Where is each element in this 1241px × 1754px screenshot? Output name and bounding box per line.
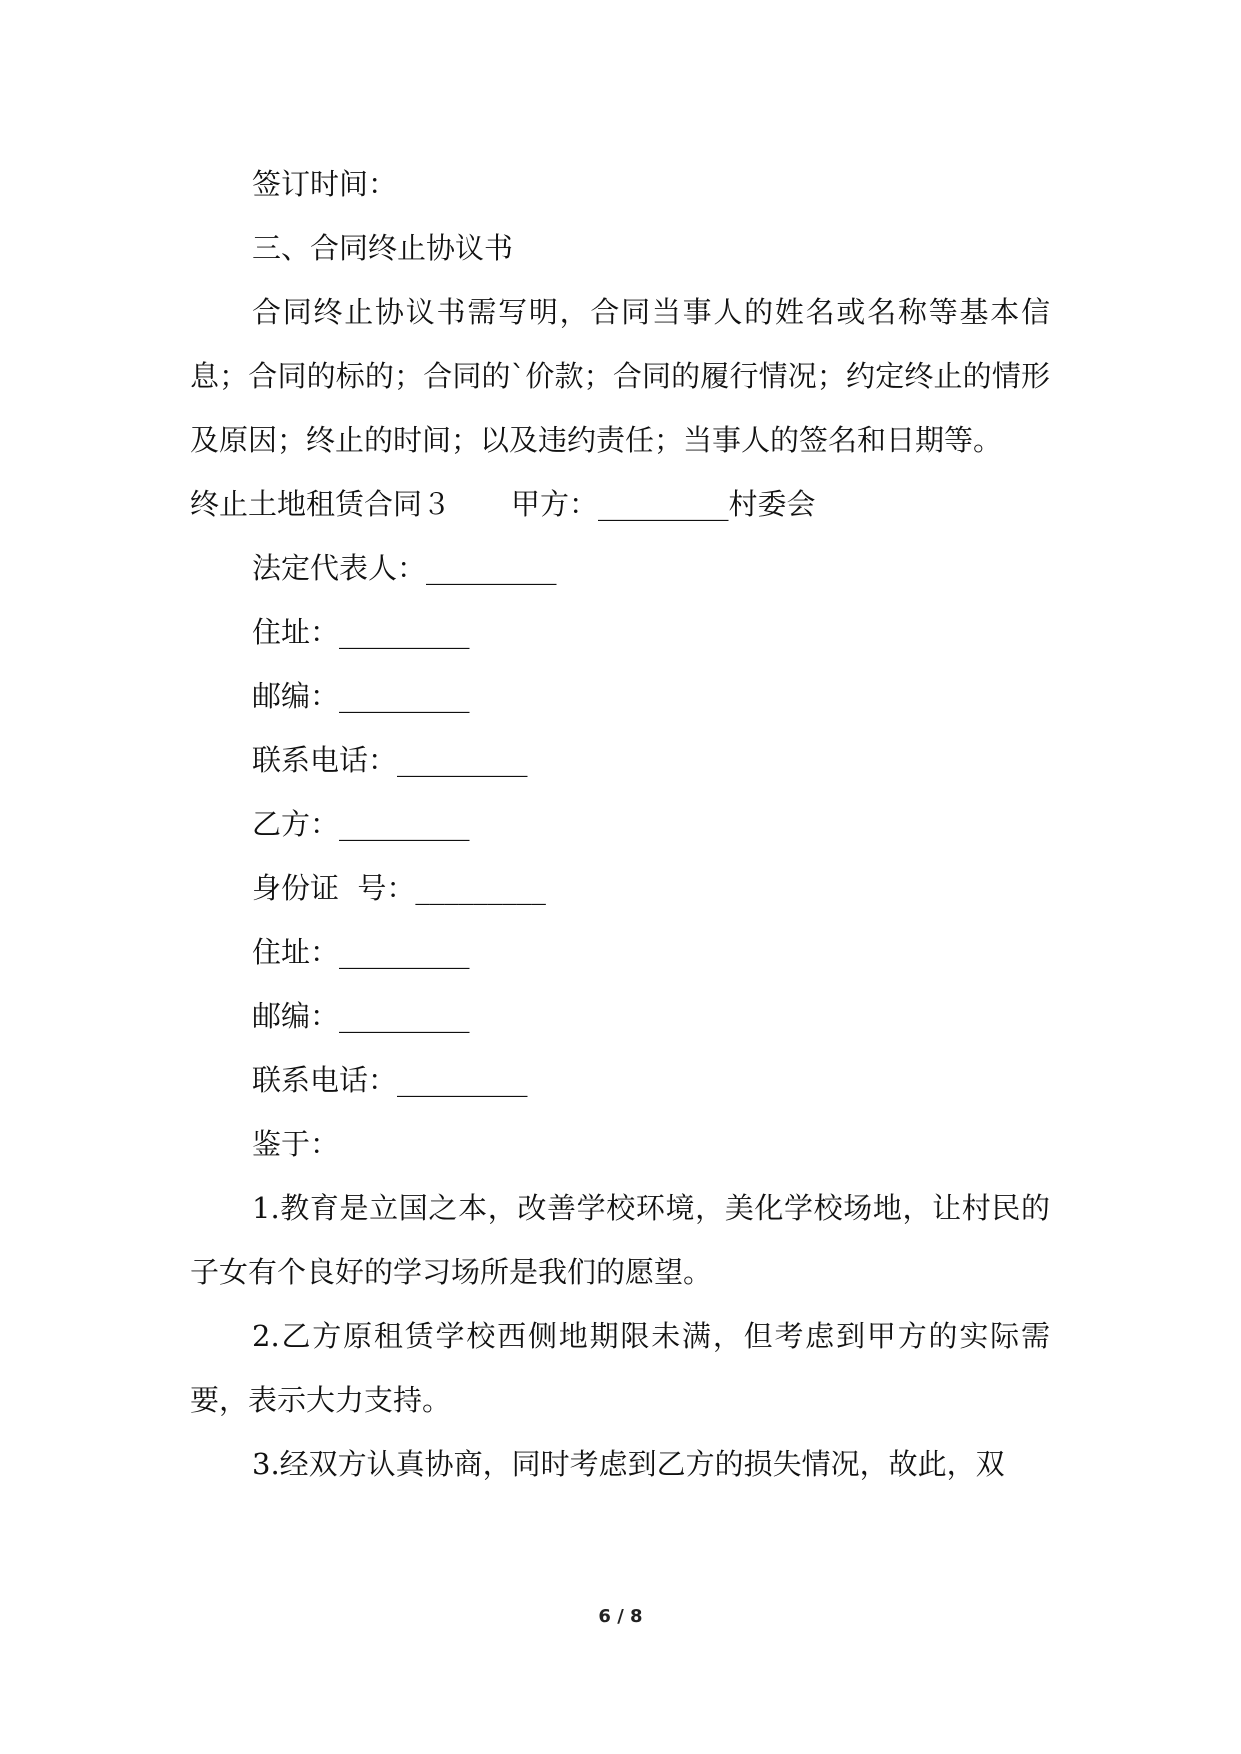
page-number: 6 / 8 xyxy=(598,1606,643,1627)
id-number-field: 身份证 号：_________ xyxy=(252,871,546,905)
party-b-field: 乙方：_________ xyxy=(252,807,470,841)
contract-title: 终止土地租赁合同３ xyxy=(190,487,452,521)
whereas-line: 鉴于： xyxy=(252,1127,340,1161)
signing-time-line: 签订时间： xyxy=(252,167,398,201)
clause-3: 3.经双方认真协商，同时考虑到乙方的损失情况，故此，双 xyxy=(252,1447,1005,1481)
contract-title-line xyxy=(190,472,1050,536)
clause-2: 2.乙方原租赁学校西侧地期限未满，但考虑到甲方的实际需要，表示大力支持。 xyxy=(190,1319,1050,1417)
party-a-postcode-field: 邮编：_________ xyxy=(252,679,470,713)
legal-representative-field: 法定代表人：_________ xyxy=(252,551,557,585)
party-a-field: 甲方：_________村委会 xyxy=(511,487,816,521)
party-b-phone-field: 联系电话：_________ xyxy=(252,1063,528,1097)
section-heading: 三、合同终止协议书 xyxy=(252,231,514,265)
party-a-address-field: 住址：_________ xyxy=(252,615,470,649)
intro-paragraph: 合同终止协议书需写明，合同当事人的姓名或名称等基本信息；合同的标的；合同的`价款；合同的履行情况；约定终止的情形及原因；终止的时间；以及违约责任；当事人的签名和日期等。 xyxy=(190,295,1050,457)
party-b-postcode-field: 邮编：_________ xyxy=(252,999,470,1033)
party-b-address-field: 住址：_________ xyxy=(252,935,470,969)
clause-1: 1.教育是立国之本，改善学校环境，美化学校场地，让村民的子女有个良好的学习场所是我们的愿望。 xyxy=(190,1191,1050,1289)
document-body xyxy=(190,152,1050,1496)
party-a-phone-field: 联系电话：_________ xyxy=(252,743,528,777)
